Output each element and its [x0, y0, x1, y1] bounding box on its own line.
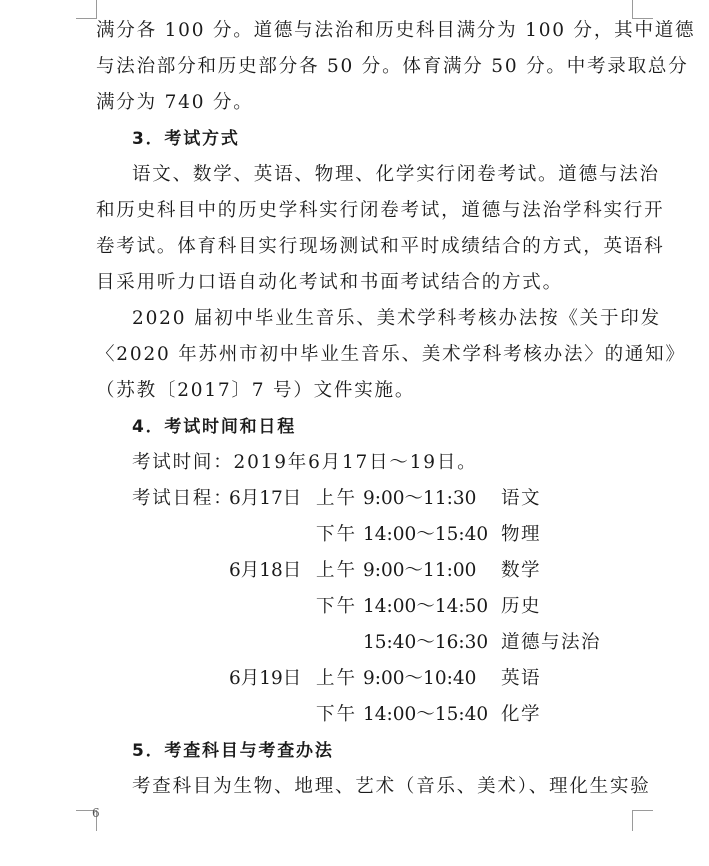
paragraph-line: 目采用听力口语自动化考试和书面考试结合的方式。: [96, 272, 563, 293]
schedule-row: [96, 589, 636, 625]
schedule-subject: 英语: [501, 668, 542, 689]
paragraph-line: 与法治部分和历史部分各 50 分。体育满分 50 分。中考录取总分: [96, 56, 689, 77]
schedule-time: 9:00～11:30: [363, 488, 477, 509]
schedule-period: 上午: [316, 560, 358, 581]
paragraph-line: 满分为 740 分。: [96, 92, 254, 113]
page-number: 6: [92, 806, 100, 820]
document-body: [96, 13, 696, 805]
paragraph-line: 语文、数学、英语、物理、化学实行闭卷考试。道德与法治: [132, 164, 660, 185]
schedule-time: 14:00～15:40: [363, 524, 489, 545]
schedule-row: [96, 481, 636, 517]
schedule-subject: 语文: [501, 488, 542, 509]
schedule-date: 6月18日: [229, 560, 302, 581]
paragraph-line: 〈2020 年苏州市初中毕业生音乐、美术学科考核办法〉的通知》: [96, 344, 686, 365]
schedule-subject: 道德与法治: [501, 632, 602, 653]
schedule-row: [96, 697, 636, 733]
section-heading-exam-schedule: 4．考试时间和日程: [132, 417, 297, 437]
page-corner-mark-bottom-right: [632, 810, 653, 831]
paragraph-line: （苏教〔2017〕7 号）文件实施。: [96, 380, 416, 401]
paragraph-line: 2020 届初中毕业生音乐、美术学科考核办法按《关于印发: [132, 308, 661, 329]
schedule-subject: 数学: [501, 560, 542, 581]
schedule-subject: 化学: [501, 704, 542, 725]
schedule-row: [96, 625, 636, 661]
schedule-row: [96, 517, 636, 553]
schedule-date: 6月19日: [229, 668, 302, 689]
schedule-time: 9:00～11:00: [363, 560, 477, 581]
paragraph-line: 满分各 100 分。道德与法治和历史科目满分为 100 分，其中道德: [96, 20, 696, 41]
schedule-date: 6月17日: [229, 488, 302, 509]
exam-time-line: 考试时间：2019年6月17日～19日。: [132, 452, 478, 473]
schedule-period: 上午: [316, 488, 358, 509]
schedule-row: [96, 553, 636, 589]
schedule-period: 上午: [316, 668, 358, 689]
schedule-period: 下午: [316, 596, 358, 617]
page-corner-mark-top-left: [76, 0, 97, 19]
schedule-period: 下午: [316, 704, 358, 725]
schedule-time: 14:00～15:40: [363, 704, 489, 725]
schedule-time: 15:40～16:30: [363, 632, 489, 653]
section-heading-inspection-subjects: 5．考查科目与考查办法: [132, 741, 334, 761]
paragraph-line: 卷考试。体育科目实行现场测试和平时成绩结合的方式，英语科: [96, 236, 665, 257]
schedule-subject: 历史: [501, 596, 542, 617]
schedule-period: 下午: [316, 524, 358, 545]
schedule-row: [96, 661, 636, 697]
schedule-time: 14:00～14:50: [363, 596, 489, 617]
schedule-time: 9:00～10:40: [363, 668, 477, 689]
paragraph-line: 和历史科目中的历史学科实行闭卷考试，道德与法治学科实行开: [96, 200, 665, 221]
section-heading-exam-method: 3．考试方式: [132, 129, 240, 149]
paragraph-line: 考查科目为生物、地理、艺术（音乐、美术）、理化生实验: [132, 776, 651, 797]
schedule-label: 考试日程：: [132, 488, 234, 509]
schedule-subject: 物理: [501, 524, 542, 545]
